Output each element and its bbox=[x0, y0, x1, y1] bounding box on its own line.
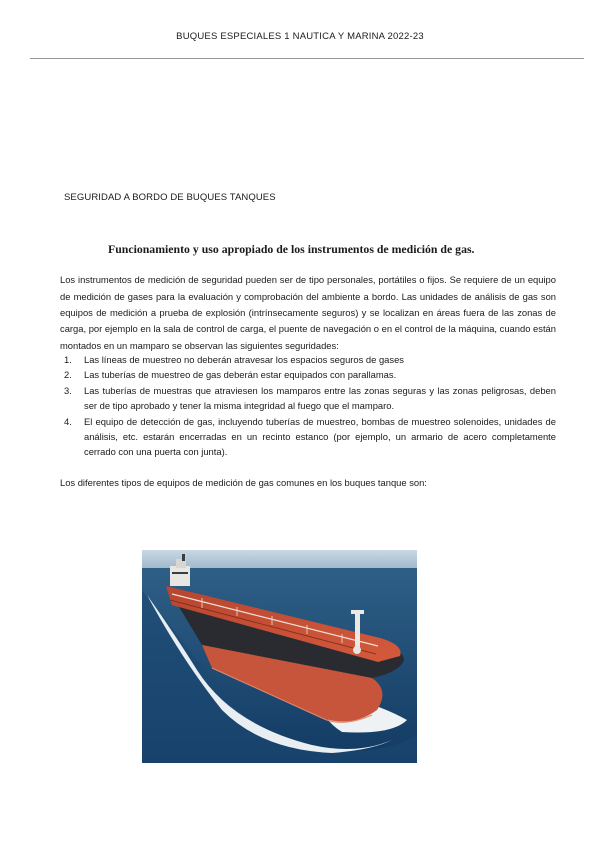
list-item bbox=[64, 367, 556, 382]
list-number: 1. bbox=[64, 354, 72, 365]
header-divider bbox=[30, 58, 584, 59]
section-title: SEGURIDAD A BORDO DE BUQUES TANQUES bbox=[64, 192, 276, 203]
list-text: Las líneas de muestreo no deberán atravesar los espacios seguros de gases bbox=[84, 354, 404, 365]
list-number: 2. bbox=[64, 369, 72, 381]
tanker-photo bbox=[142, 550, 417, 763]
intro-paragraph: Los instrumentos de medición de seguridad pueden ser de tipo personales, portátiles o fijos. Se requiere de un equipo de medición de gases para la evaluación y comprobación del ambiente a bordo. Las unidades de análisis de gas son equipos de medición a prueba de explosión (intrínsecamente seguros) y se localizan en áreas fuera de las zonas de carga, por ejemplo en la sala de control de carga, el puente de navegación o en el control de la máquina, cuando están montados en un mamparo se observan las siguientes seguridades: bbox=[60, 274, 556, 351]
list-number: 3. bbox=[64, 384, 72, 396]
page-header: BUQUES ESPECIALES 1 NAUTICA Y MARINA 2022-23 bbox=[176, 31, 424, 42]
after-list-text: Los diferentes tipos de equipos de medición de gas comunes en los buques tanque son: bbox=[60, 477, 427, 488]
subsection-heading: Funcionamiento y uso apropiado de los instrumentos de medición de gas. bbox=[108, 242, 475, 256]
list-item bbox=[64, 383, 556, 414]
list-number: 4. bbox=[64, 415, 72, 427]
list-item bbox=[64, 414, 556, 460]
safety-list bbox=[64, 352, 556, 460]
list-item bbox=[64, 352, 556, 367]
list-text: Las tuberías de muestreo de gas deberán estar equipados con parallamas. bbox=[84, 369, 397, 381]
list-text: El equipo de detección de gas, incluyendo tuberías de muestreo, bombas de muestreo solenoides, unidades de análisis, etc. estarán encerradas en un recinto estanco (por ejemplo, un armario de acero completamente cerrado con una puerta con junta). bbox=[84, 415, 556, 458]
list-text: Las tuberías de muestras que atraviesen los mamparos entre las zonas seguras y las zonas peligrosas, deben ser de tipo aprobado y tener la misma integridad al fuego que el mamparo. bbox=[84, 384, 556, 412]
